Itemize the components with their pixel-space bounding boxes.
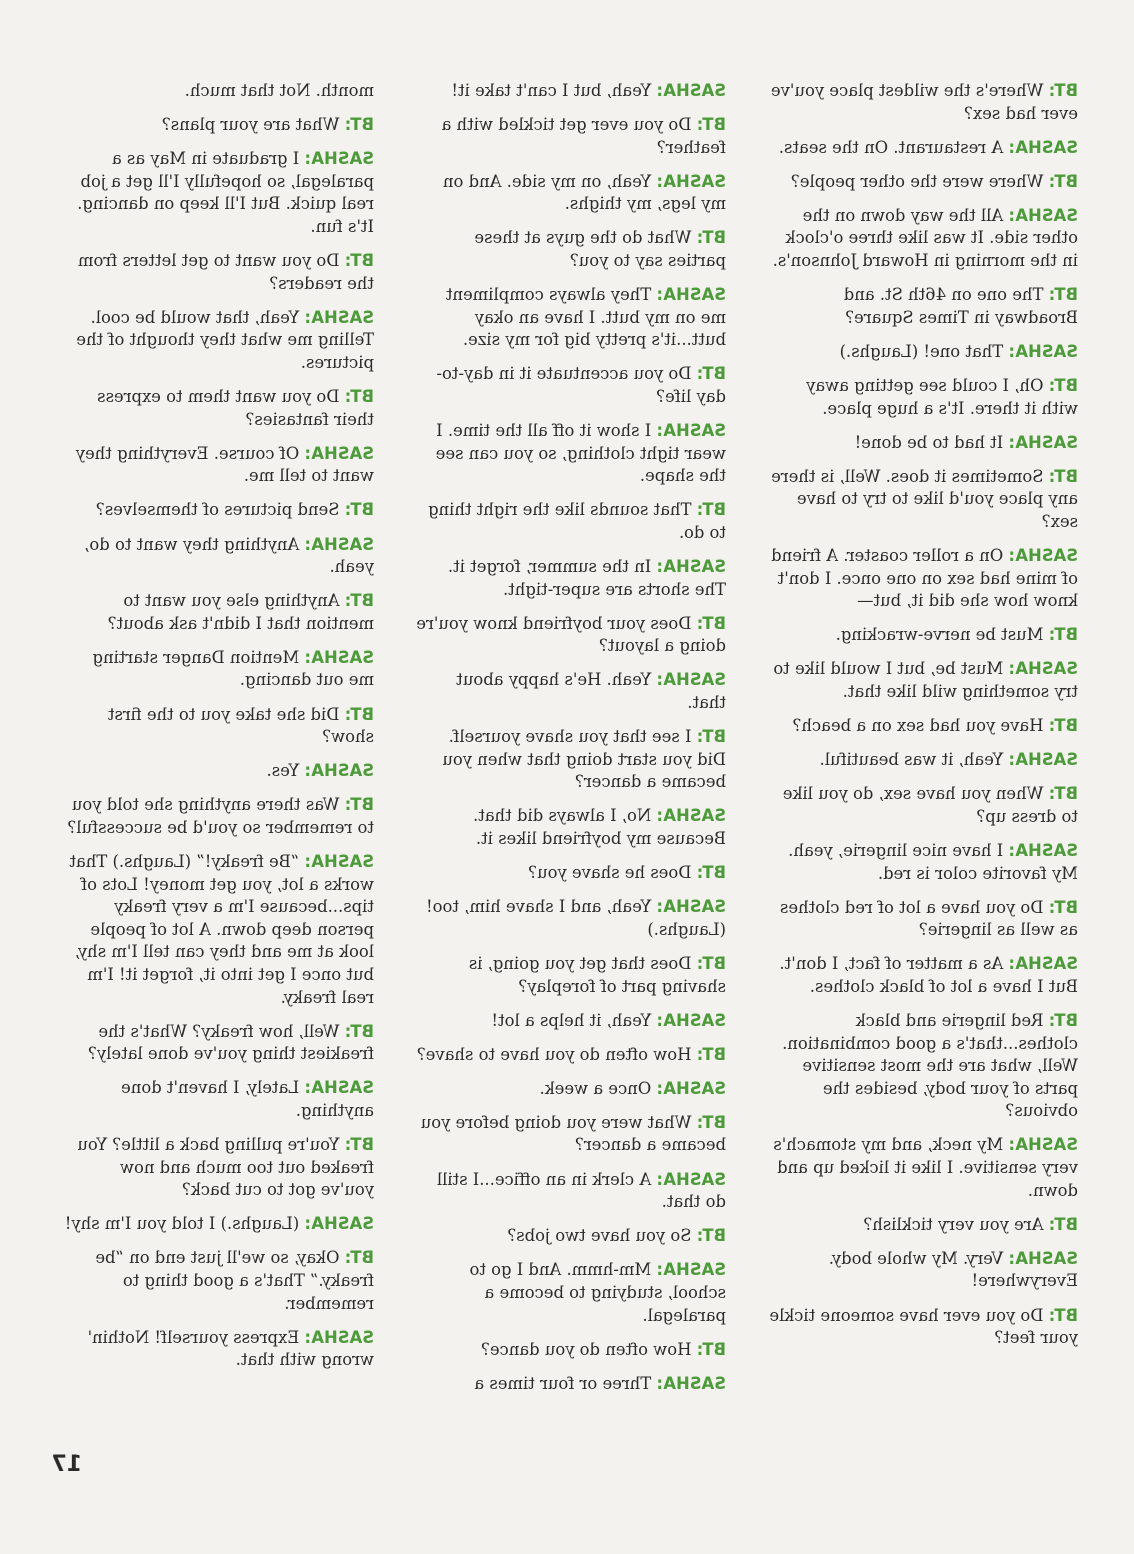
speaker-label: SASHA: <box>304 1078 374 1098</box>
paragraph-text: Yeah, it was beautiful. <box>819 750 1004 770</box>
speaker-label: SASHA: <box>656 1010 726 1030</box>
speaker-label: SASHA: <box>304 443 374 463</box>
speaker-label: SASHA: <box>656 1260 726 1280</box>
text-column-3 <box>64 80 374 1383</box>
paragraph-text: Yeah, that would be cool. Telling me what they thought of the pictures. <box>76 307 374 372</box>
interview-paragraph <box>416 805 726 850</box>
speaker-label: SASHA: <box>656 1373 726 1393</box>
paragraph-text: What do the guys at these parties say to you? <box>474 228 726 271</box>
speaker-label: SASHA: <box>304 307 374 327</box>
speaker-label: SASHA: <box>1008 954 1078 974</box>
paragraph-text: Are you very ticklish? <box>863 1214 1044 1234</box>
paragraph-text: Yes. <box>266 761 300 781</box>
paragraph-text: Lately, I haven't done anything. <box>121 1078 374 1120</box>
interview-paragraph <box>416 363 726 408</box>
interview-paragraph <box>416 1112 726 1157</box>
interview-paragraph <box>64 534 374 579</box>
paragraph-text: How often do you have to shave? <box>416 1044 692 1064</box>
paragraph-text: Do you want them to express their fantasies? <box>97 387 374 429</box>
paragraph-text: Yeah, on my side. And on my legs, my thighs. <box>442 171 726 214</box>
speaker-label: SASHA: <box>656 557 726 577</box>
paragraph-text: Was there anything she told you to remember so you'd be successful? <box>67 795 374 837</box>
interview-paragraph <box>416 1259 726 1327</box>
interview-paragraph <box>768 545 1078 613</box>
paragraph-text: Does he shave you? <box>528 863 692 883</box>
speaker-label: SASHA: <box>1008 432 1078 452</box>
speaker-label: BT: <box>1048 285 1078 305</box>
interview-paragraph <box>416 953 726 998</box>
interview-paragraph <box>416 420 726 488</box>
paragraph-text: Have you had sex on a beach? <box>792 716 1044 736</box>
paragraph-text: Did she take you to the first show? <box>107 704 374 747</box>
speaker-label: BT: <box>696 1339 726 1359</box>
speaker-label: BT: <box>344 251 374 271</box>
interview-paragraph <box>416 669 726 714</box>
paragraph-text: Three or four times a <box>474 1373 652 1393</box>
speaker-label: BT: <box>1048 466 1078 486</box>
interview-paragraph <box>768 432 1078 455</box>
paragraph-text: So you have two jobs? <box>507 1226 692 1246</box>
speaker-label: SASHA: <box>1008 137 1078 157</box>
speaker-label: BT: <box>696 953 726 973</box>
paragraph-text: Yeah, and I shave him, too! (Laughs.) <box>426 897 726 939</box>
speaker-label: SASHA: <box>1008 1135 1078 1155</box>
interview-paragraph <box>768 341 1078 364</box>
interview-paragraph <box>416 1339 726 1362</box>
interview-paragraph <box>64 851 374 1009</box>
interview-paragraph <box>416 1044 726 1067</box>
paragraph-text: Does your boyfriend know you're doing a layout? <box>416 613 726 656</box>
paragraph-text: As a matter of fact, I don't. But I have a lot of black clothes. <box>779 954 1078 996</box>
paragraph-text: That sounds like the right thing to do. <box>428 500 726 542</box>
interview-paragraph <box>416 114 726 159</box>
interview-paragraph <box>768 205 1078 273</box>
speaker-label: BT: <box>1048 897 1078 917</box>
interview-paragraph <box>768 466 1078 534</box>
paragraph-text: I have nice lingerie, yeah. My favorite color is red. <box>788 840 1078 883</box>
interview-paragraph <box>64 1213 374 1236</box>
speaker-label: SASHA: <box>656 670 726 690</box>
interview-paragraph <box>64 114 374 137</box>
speaker-label: SASHA: <box>1008 840 1078 860</box>
paragraph-text: My neck, and my stomach's very sensitive. I like it licked up and down. <box>773 1135 1078 1200</box>
interview-paragraph <box>768 783 1078 828</box>
paragraph-text: month. Not that much. <box>184 81 374 100</box>
interview-paragraph <box>416 1225 726 1248</box>
interview-paragraph <box>64 307 374 375</box>
paragraph-text: (Laughs.) I told you I'm shy! <box>64 1214 300 1234</box>
interview-paragraph <box>768 715 1078 738</box>
interview-paragraph <box>768 284 1078 329</box>
paragraph-text: Do you accentuate it in day-to-day life? <box>436 364 726 407</box>
speaker-label: SASHA: <box>656 285 726 305</box>
paragraph-text: That one! (Laughs.) <box>839 341 1004 361</box>
interview-paragraph <box>416 896 726 941</box>
paragraph-text: What were you doing before you became a dancer? <box>420 1112 726 1155</box>
speaker-label: BT: <box>344 115 374 135</box>
paragraph-text: Do you ever get tickled with a feather? <box>441 115 726 157</box>
speaker-label: BT: <box>696 500 726 520</box>
interview-paragraph <box>416 1373 726 1396</box>
paragraph-text: Where's the wildest place you've ever had sex? <box>770 81 1078 123</box>
speaker-label: BT: <box>696 1226 726 1246</box>
speaker-label: BT: <box>344 387 374 407</box>
page-number: 17 <box>51 1452 82 1477</box>
interview-paragraph <box>416 1010 726 1033</box>
speaker-label: BT: <box>344 500 374 520</box>
speaker-label: BT: <box>1048 625 1078 645</box>
speaker-label: BT: <box>696 115 726 135</box>
interview-paragraph <box>768 624 1078 647</box>
speaker-label: SASHA: <box>1008 750 1078 770</box>
interview-paragraph <box>64 1077 374 1122</box>
paragraph-text: How often do you dance? <box>481 1339 692 1359</box>
interview-paragraph <box>416 862 726 885</box>
interview-paragraph <box>768 1248 1078 1293</box>
paragraph-text: Do you have a lot of red clothes as well as lingerie? <box>780 897 1078 940</box>
interview-paragraph <box>768 375 1078 420</box>
interview-paragraph <box>64 760 374 783</box>
paragraph-text: All the way down on the other side. It was like three o'clock in the morning in Howard Johnson's. <box>772 205 1078 271</box>
speaker-label: BT: <box>696 727 726 747</box>
speaker-label: SASHA: <box>1008 659 1078 679</box>
interview-paragraph <box>768 171 1078 194</box>
interview-paragraph <box>416 726 726 794</box>
interview-paragraph <box>416 1169 726 1214</box>
speaker-label: SASHA: <box>304 852 374 872</box>
paragraph-text: Yeah. He's happy about that. <box>456 670 726 713</box>
paragraph-text: I graduate in May as a paralegal, so hopefully I'll get a job real quick. But I'll keep on dancing. It's fun. <box>77 149 374 236</box>
paragraph-text: Of course. Everything they want to tell me. <box>75 443 374 486</box>
speaker-label: SASHA: <box>1008 205 1078 225</box>
interview-paragraph <box>64 499 374 522</box>
paragraph-text: Anything else you want to mention that I didn't ask about? <box>107 591 374 633</box>
speaker-label: BT: <box>696 364 726 384</box>
speaker-label: BT: <box>1048 1305 1078 1325</box>
paragraph-text: Must be, but I would like to try something wild like that. <box>773 659 1078 701</box>
interview-paragraph <box>768 897 1078 942</box>
interview-paragraph <box>768 840 1078 885</box>
paragraph-text: Anything they want to do, yeah. <box>84 534 374 577</box>
interview-paragraph <box>416 284 726 352</box>
interview-paragraph <box>416 613 726 658</box>
paragraph-text: A restaurant. On the seats. <box>778 137 1004 157</box>
paragraph-text: Mention Danger starting me out dancing. <box>92 647 374 690</box>
paragraph-text: Do you ever have someone tickle your feet? <box>769 1305 1078 1348</box>
interview-paragraph <box>768 953 1078 998</box>
speaker-label: SASHA: <box>304 647 374 667</box>
speaker-label: SASHA: <box>304 1214 374 1234</box>
speaker-label: SASHA: <box>656 806 726 826</box>
text-column-1 <box>768 80 1078 1361</box>
interview-paragraph <box>64 1327 374 1372</box>
speaker-label: SASHA: <box>304 761 374 781</box>
interview-paragraph <box>768 1010 1078 1123</box>
speaker-label: BT: <box>344 1021 374 1041</box>
text-column-2 <box>416 80 726 1407</box>
speaker-label: BT: <box>1048 1214 1078 1234</box>
paragraph-text: Express yourself! Nothin' wrong with that. <box>87 1327 374 1370</box>
speaker-label: SASHA: <box>656 1078 726 1098</box>
paragraph-text: No, I always did that. Because my boyfriend likes it. <box>473 806 726 849</box>
speaker-label: BT: <box>344 591 374 611</box>
paragraph-text: A clerk in an office...I still do that. <box>436 1169 726 1212</box>
speaker-label: BT: <box>696 1112 726 1132</box>
paragraph-text: Very. My whole body. Everywhere! <box>828 1248 1078 1291</box>
speaker-label: SASHA: <box>656 421 726 441</box>
paragraph-text: Does that get you going, is shaving part of foreplay? <box>468 953 726 996</box>
interview-paragraph <box>768 1134 1078 1202</box>
speaker-label: BT: <box>1048 1011 1078 1030</box>
speaker-label: SASHA: <box>304 149 374 169</box>
speaker-label: BT: <box>344 1248 374 1268</box>
interview-paragraph <box>64 1134 374 1202</box>
speaker-label: BT: <box>344 704 374 724</box>
interview-paragraph <box>64 1247 374 1315</box>
paragraph-text: Do you want to get letters from the readers? <box>77 251 374 293</box>
speaker-label: SASHA: <box>656 897 726 917</box>
paragraph-text: You're pulling back a little? You freaked out too much and now you've got to cut back? <box>77 1135 374 1200</box>
interview-paragraph <box>64 148 374 238</box>
speaker-label: BT: <box>1048 784 1078 804</box>
interview-paragraph <box>416 171 726 216</box>
paragraph-text: On a roller coaster. A friend of mine had sex on one once. I don't know how she did it, but— <box>771 546 1078 611</box>
interview-paragraph <box>416 80 726 103</box>
speaker-label: BT: <box>696 863 726 883</box>
paragraph-text: I show it off all the time. I wear tight clothing, so you can see the shape. <box>435 421 726 486</box>
speaker-label: BT: <box>696 228 726 248</box>
speaker-label: BT: <box>1048 375 1078 395</box>
interview-paragraph <box>64 80 374 103</box>
interview-paragraph <box>768 1305 1078 1350</box>
speaker-label: BT: <box>696 613 726 633</box>
speaker-label: BT: <box>344 795 374 815</box>
speaker-label: BT: <box>1048 716 1078 736</box>
speaker-label: SASHA: <box>304 1327 374 1347</box>
paragraph-text: Send pictures of themselves? <box>95 500 340 520</box>
interview-paragraph <box>768 137 1078 160</box>
paragraph-text: Yeah, it helps a lot! <box>491 1010 652 1030</box>
paragraph-text: Sometimes it does. Well, is there any place you'd like to try to have sex? <box>771 466 1078 531</box>
paragraph-text: What are your plans? <box>161 115 340 135</box>
speaker-label: SASHA: <box>656 1169 726 1189</box>
paragraph-text: Yeah, but I can't take it! <box>451 81 652 100</box>
speaker-label: SASHA: <box>1008 341 1078 361</box>
speaker-label: BT: <box>1048 81 1078 100</box>
interview-paragraph <box>64 794 374 839</box>
paragraph-text: The one on 46th St. and Broadway in Times Square? <box>843 285 1078 327</box>
interview-paragraph <box>64 1021 374 1066</box>
speaker-label: SASHA: <box>304 534 374 554</box>
interview-paragraph <box>416 227 726 272</box>
paragraph-text: In the summer, forget it. The shorts are super-tight. <box>447 557 726 599</box>
paragraph-text: Where were the other people? <box>791 171 1044 191</box>
paragraph-text: Oh, I could see getting away with it there. It's a huge place. <box>806 375 1078 418</box>
paragraph-text: Okay, so we'll just end on “be freaky.” That's a good thing to remember. <box>95 1248 374 1313</box>
speaker-label: BT: <box>344 1135 374 1155</box>
speaker-label: SASHA: <box>656 81 726 100</box>
speaker-label: SASHA: <box>656 171 726 191</box>
interview-paragraph <box>768 749 1078 772</box>
paragraph-text: I see that you shave yourself. Did you start doing that when you became a dancer? <box>442 727 726 792</box>
paragraph-text: Red lingerie and black clothes...that's a good combination. Well, what are the most sensitive parts of your body, besides the obvious? <box>782 1011 1078 1121</box>
speaker-label: SASHA: <box>1008 1248 1078 1268</box>
paragraph-text: “Be freaky!” (Laughs.) That works a lot, you get money! Lots of tips...because I'm a very freaky person deep down. A lot of people look at me and they can tell I'm shy, but once I get into it, forget it! I'm real freaky. <box>69 852 374 1007</box>
speaker-label: BT: <box>696 1044 726 1064</box>
interview-paragraph <box>64 250 374 295</box>
interview-paragraph <box>768 80 1078 125</box>
interview-paragraph <box>768 1214 1078 1237</box>
paragraph-text: Must be nerve-wracking. <box>835 625 1044 645</box>
interview-paragraph <box>64 590 374 635</box>
paragraph-text: They always compliment me on my butt. I have an okay butt...it's pretty big for my size. <box>445 285 726 350</box>
paragraph-text: It had to be done! <box>854 432 1004 452</box>
paragraph-text: Mm-hmm. And I go to school, studying to become a paralegal. <box>469 1260 726 1325</box>
interview-paragraph <box>64 443 374 488</box>
paragraph-text: Once a week. <box>539 1078 652 1098</box>
interview-paragraph <box>64 386 374 431</box>
interview-paragraph <box>416 556 726 601</box>
interview-paragraph <box>416 499 726 544</box>
speaker-label: BT: <box>1048 171 1078 191</box>
interview-paragraph <box>64 704 374 749</box>
interview-paragraph <box>768 658 1078 703</box>
interview-paragraph <box>64 647 374 692</box>
interview-paragraph <box>416 1078 726 1101</box>
speaker-label: SASHA: <box>1008 546 1078 565</box>
paragraph-text: When you have sex, do you like to dress up? <box>782 784 1078 826</box>
paragraph-text: Well, how freaky? What's the freakiest thing you've done lately? <box>88 1021 374 1064</box>
